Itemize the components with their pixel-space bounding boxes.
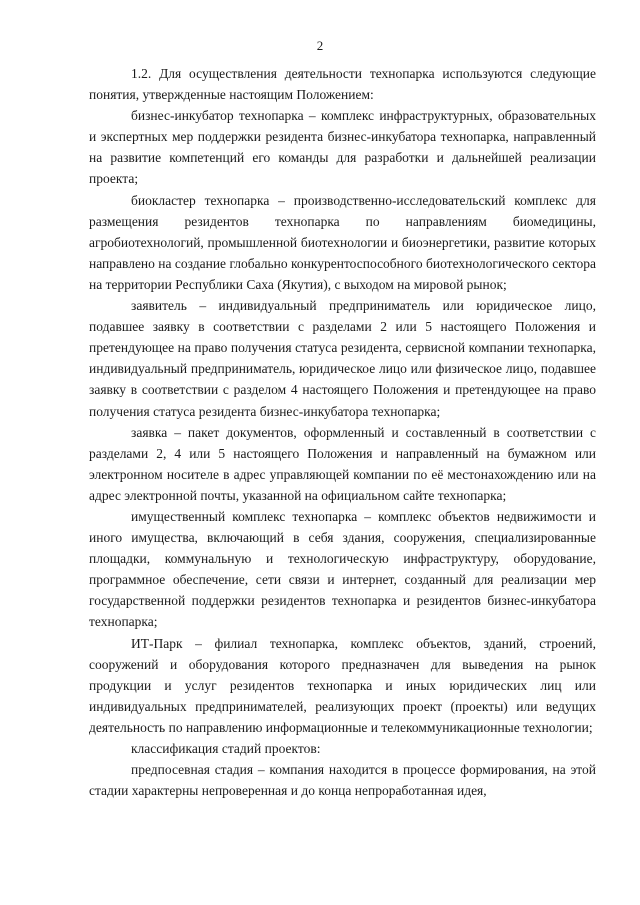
paragraph-biocluster: биокластер технопарка – производственно-исследовательский комплекс для размещения резидентов технопарка по направлениям биомедицины, агробиотехнологий, промышленной биотехнологии и биоэнергетики, развитие которых направлено на создание глобально конкурентоспособного биотехнологического сектора на территории Республики Саха (Якутия), с выходом на мировой рынок;: [89, 192, 596, 292]
paragraph-property-complex: имущественный комплекс технопарка – комплекс объектов недвижимости и иного имущества, включающий в себя здания, сооружения, специализированные площадки, коммунальную и технологическую инфраструктуру, оборудование, программное обеспечение, сети связи и интернет, созданный для реализации мер государственной поддержки резидентов технопарка и резидентов бизнес-инкубатора технопарка;: [89, 508, 596, 630]
paragraph-pre-seed-stage: предпосевная стадия – компания находится в процессе формирования, на этой стадии характерны непроверенная и до конца непроработанная идея,: [89, 762, 596, 799]
paragraph-intro: 1.2. Для осуществления деятельности технопарка используются следующие понятия, утвержденные настоящим Положением:: [89, 66, 596, 103]
paragraph-stage-classification: классификация стадий проектов:: [131, 741, 321, 756]
page-number: 2: [316, 38, 324, 53]
document-body: [89, 63, 596, 801]
paragraph-application: заявка – пакет документов, оформленный и составленный в соответствии с разделами 2, 4 или 5 настоящего Положения и направленный на бумажном или электронном носителе в адрес управляющей компании по её местонахождению или на адрес электронной почты, указанной на официальном сайте технопарка;: [89, 424, 596, 503]
paragraph-it-park: ИТ-Парк – филиал технопарка, комплекс объектов, зданий, строений, сооружений и оборудования которого предназначен для выведения на рынок продукции и услуг резидентов технопарка и иных юридических лиц или индивидуальных предпринимателей, реализующих проект (проекты) или ведущих деятельность по направлению информационные и телекоммуникационные технологии;: [89, 635, 596, 735]
paragraph-business-incubator: бизнес-инкубатор технопарка – комплекс инфраструктурных, образовательных и экспертных мер поддержки резидента бизнес-инкубатора технопарка, направленный на развитие компетенций его команды для разработки и дальнейшей реализации проекта;: [89, 108, 596, 187]
paragraph-applicant: заявитель – индивидуальный предприниматель или юридическое лицо, подавшее заявку в соответствии с разделами 2 или 5 настоящего Положения и претендующее на право получения статуса резидента, сервисной компании технопарка, индивидуальный предприниматель, юридическое лицо или физическое лицо, подавшее заявку в соответствии с разделом 4 настоящего Положения и претендующее на право получения статуса резидента бизнес-инкубатора технопарка;: [89, 298, 596, 419]
